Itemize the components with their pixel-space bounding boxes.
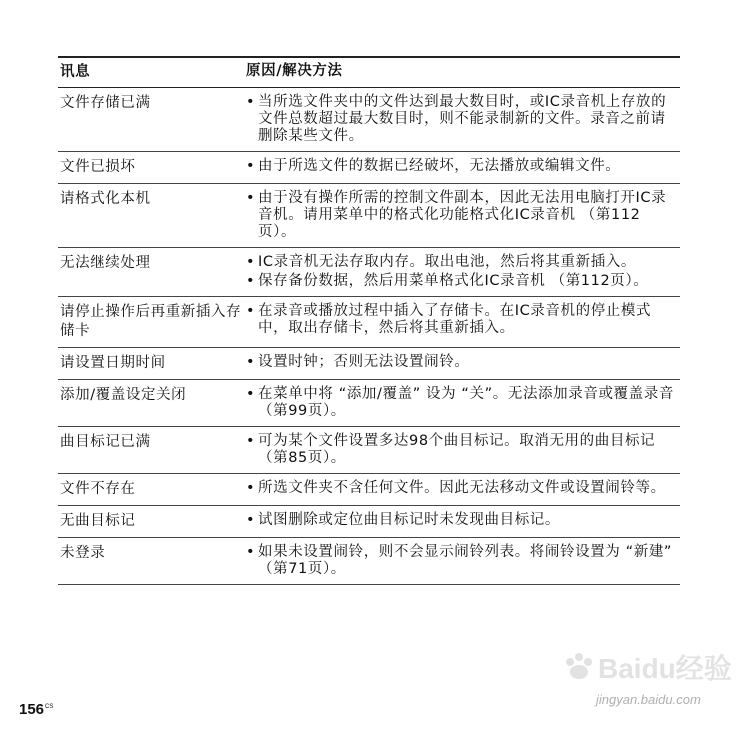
bullet-dot: • [246,512,256,528]
cause-cell [246,348,680,379]
bullet-dot: • [246,273,256,289]
cause-bullet [246,190,676,241]
cause-text: IC录音机无法存取内存。取出电池，然后将其重新插入。 [258,254,636,270]
cause-cell [246,248,680,296]
cause-cell [246,538,680,584]
baidu-watermark-logo [548,640,732,700]
cause-bullet [246,254,676,271]
cause-bullet [246,386,676,420]
bullet-dot: • [246,386,256,402]
cause-cell [246,427,680,473]
message-cell: 文件存储已满 [60,95,151,111]
cause-cell [246,88,680,151]
cause-bullet [246,273,676,290]
message-cell: 曲目标记已满 [60,434,151,450]
cause-cell [246,506,680,537]
page-lang: CS [45,704,54,710]
cause-text: 由于所选文件的数据已经破坏，无法播放或编辑文件。 [258,158,621,174]
table-row [58,297,680,348]
cause-bullet [246,433,676,467]
cause-text: 所选文件夹不含任何文件。因此无法移动文件或设置闹铃等。 [258,480,666,496]
cause-text: 由于没有操作所需的控制文件副本，因此无法用电脑打开IC录音机。请用菜单中的格式化功能格式化IC录音机 （第112页）。 [258,190,667,240]
cause-text: 可为某个文件设置多达98个曲目标记。取消无用的曲目标记 （第85页）。 [258,433,656,466]
table-row [58,474,680,506]
page-number-value: 156 [19,701,45,718]
message-cell: 文件不存在 [60,481,136,497]
cause-text: 当所选文件夹中的文件达到最大数目时，或IC录音机上存放的文件总数超过最大数目时，则不能录制新的文件。录音之前请删除某些文件。 [258,94,667,144]
message-cell: 请停止操作后再重新插入存储卡 [60,304,242,339]
cause-bullet [246,512,676,529]
cause-bullet [246,354,676,371]
cause-text: 如果未设置闹铃，则不会显示闹铃列表。将闹铃设置为 “新建” （第71页）。 [258,544,673,577]
table-row [58,184,680,248]
bullet-dot: • [246,158,256,174]
table-row [58,248,680,297]
cause-cell [246,297,680,347]
message-cell: 未登录 [60,545,106,561]
bullet-dot: • [246,480,256,496]
table-row [58,348,680,380]
cause-cell [246,380,680,426]
cause-bullet [246,303,676,337]
watermark-url: jingyan.baidu.com [596,692,701,707]
cause-bullet [246,94,676,145]
message-cell: 添加/覆盖设定关闭 [60,387,187,403]
bullet-dot: • [246,94,256,110]
message-cell: 文件已损坏 [60,159,136,175]
cause-text: 试图删除或定位曲目标记时未发现曲目标记。 [258,512,560,528]
bullet-dot: • [246,433,256,449]
page-number [19,701,53,718]
cause-text: 在录音或播放过程中插入了存储卡。在IC录音机的停止模式中，取出存储卡，然后将其重新插入。 [258,303,652,336]
bullet-dot: • [246,303,256,319]
table-row [58,506,680,538]
message-cell: 请设置日期时间 [60,355,166,371]
message-cell: 请格式化本机 [60,191,151,207]
cause-cell [246,152,680,183]
message-cell: 无曲目标记 [60,513,136,529]
cause-text: 保存备份数据，然后用菜单格式化IC录音机 （第112页）。 [258,273,649,289]
message-cell: 无法继续处理 [60,255,151,271]
bullet-dot: • [246,544,256,560]
table-row [58,427,680,474]
cause-cell [246,184,680,247]
cause-bullet [246,480,676,497]
header-cause: 原因/解决方法 [246,63,343,79]
table-row [58,538,680,585]
table-header [58,58,680,88]
header-message: 讯息 [60,64,91,80]
table-body [58,88,680,585]
cause-bullet [246,158,676,175]
cause-cell [246,474,680,505]
bullet-dot: • [246,190,256,206]
bullet-dot: • [246,254,256,270]
table-row [58,152,680,184]
cause-text: 设置时钟；否则无法设置闹铃。 [258,354,470,370]
bullet-dot: • [246,354,256,370]
watermark-text: Baidu经验 [598,653,732,684]
message-table [58,56,680,585]
table-row [58,380,680,427]
cause-text: 在菜单中将 “添加/覆盖” 设为 “关”。无法添加录音或覆盖录音 （第99页）。 [258,386,674,419]
table-row [58,88,680,152]
cause-bullet [246,544,676,578]
